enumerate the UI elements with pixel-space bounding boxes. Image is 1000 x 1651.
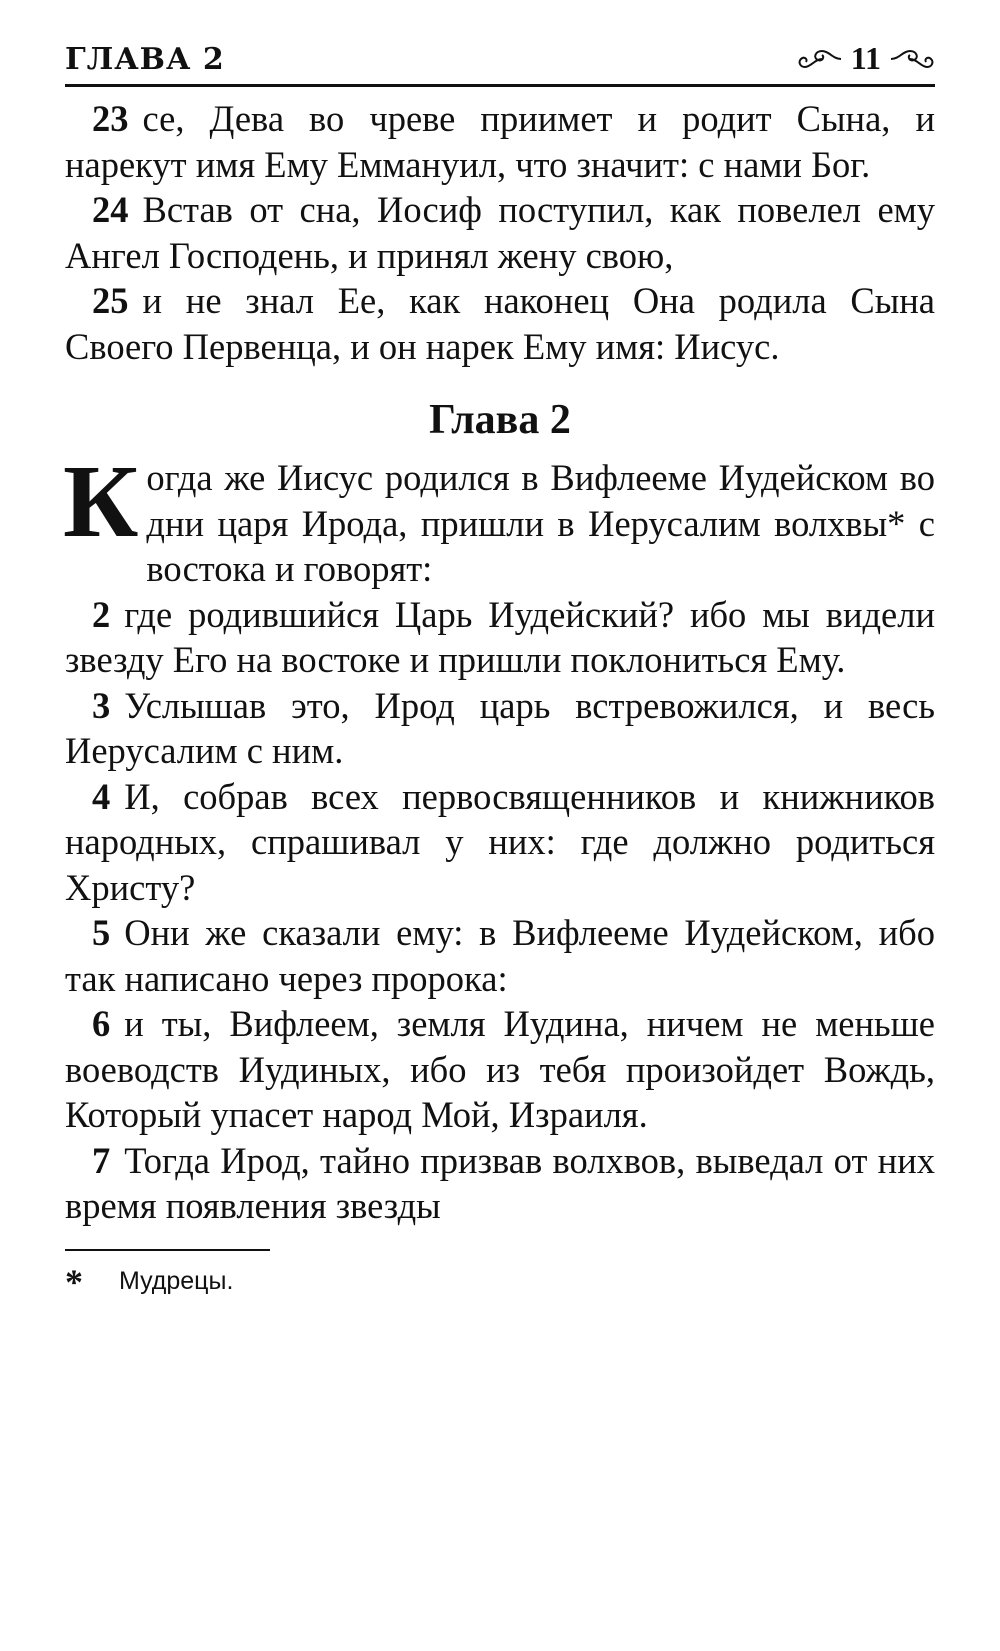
ornament-left-icon (797, 47, 843, 71)
verse-text: где родившийся Царь Иудейский? ибо мы видели звезду Его на востоке и пришли поклониться Ему. (65, 593, 935, 680)
text-body (65, 96, 935, 1229)
footnote-rule (65, 1249, 270, 1251)
opening-verse (63, 444, 935, 592)
opening-text: огда же Иисус родился в Вифлееме Иудейском во дни царя Ирода, пришли в Иерусалим волхвы* с востока и говорят: (146, 457, 935, 589)
drop-cap: К (63, 444, 139, 559)
footnote (65, 1261, 935, 1303)
header-chapter-label: ГЛАВА 2 (65, 42, 225, 77)
verse-text: Тогда Ирод, тайно призвав волхвов, выведал от них время появления звезды (65, 1139, 935, 1226)
header-rule (65, 84, 935, 87)
running-header (65, 40, 935, 86)
verse-text: И, собрав всех первосвященников и книжников народных, спрашивал у них: где должно родиться Христу? (65, 775, 935, 908)
chapter-title: Глава 2 (429, 397, 571, 443)
verse-7 (65, 1138, 935, 1229)
verse-3 (65, 683, 935, 774)
verse-6 (65, 1001, 935, 1138)
verse-text: Услышав это, Ирод царь встревожился, и весь Иерусалим с ним. (65, 684, 935, 771)
verse-number: 24 (92, 189, 129, 230)
verse-text: Встав от сна, Иосиф поступил, как повелел ему Ангел Господень, и принял жену свою, (65, 189, 935, 276)
verse-4 (65, 774, 935, 911)
verse-24 (65, 187, 935, 278)
verse-text: се, Дева во чреве приимет и родит Сына, и нарекут имя Ему Еммануил, что значит: с нами Бог. (65, 98, 935, 185)
footnote-text: Мудрецы. (119, 1267, 234, 1295)
verse-text: Они же сказали ему: в Вифлееме Иудейском, ибо так написано через пророка: (65, 912, 935, 999)
verse-text: и не знал Ее, как наконец Она родила Сына Своего Первенца, и он нарек Ему имя: Иисус. (65, 280, 935, 367)
verse-number: 23 (92, 98, 129, 139)
header-page-number-group (797, 40, 935, 77)
book-page (65, 40, 935, 1303)
footnote-mark: * (65, 1261, 83, 1302)
verse-25 (65, 278, 935, 369)
verse-number: 6 (92, 1003, 111, 1044)
verse-number: 5 (92, 912, 111, 953)
verse-number: 25 (92, 280, 129, 321)
verse-5 (65, 910, 935, 1001)
verse-number: 7 (92, 1139, 111, 1181)
verse-23 (65, 96, 935, 187)
verse-2 (65, 592, 935, 683)
verse-number: 4 (92, 775, 111, 817)
verse-number: 3 (92, 684, 111, 726)
verse-number: 2 (92, 593, 111, 635)
ornament-right-icon (889, 47, 935, 71)
page-number: 11 (850, 40, 881, 76)
verse-text: и ты, Вифлеем, земля Иудина, ничем не меньше воеводств Иудиных, ибо из тебя произойдет Вождь, Который упасет народ Мой, Израиля. (65, 1003, 935, 1135)
